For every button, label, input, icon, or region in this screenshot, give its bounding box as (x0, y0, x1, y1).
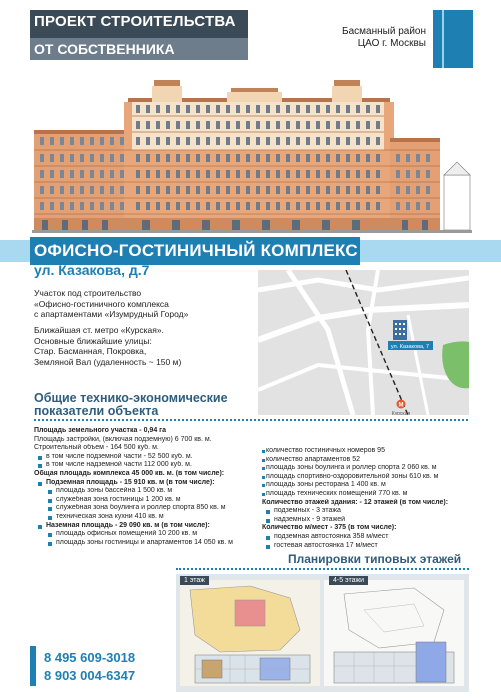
tep-heading-line1: Общие технико-экономические (34, 391, 228, 405)
plans-heading: Планировки типовых этажей (288, 552, 462, 566)
tep-row: площадь зоны бассейна 1 500 кв. м (34, 487, 260, 496)
tep-row: площадь зоны ресторана 1 400 кв. м (262, 481, 472, 490)
tep-row: подземных - 3 этажа (262, 507, 472, 516)
intro-text (34, 288, 239, 320)
tep-row: Площадь застройки, (включая подземную) 6 700 кв. м. (34, 435, 212, 443)
intro-line: «Офисно-гостиничного комплекса (34, 298, 169, 309)
tep-row: техническая зона кухни 410 кв. м (34, 513, 260, 522)
metro-line: Стар. Басманная, Покровка, (34, 346, 147, 356)
intro-line: с апартаментами «Изумрудный Город» (34, 309, 189, 319)
floor-plan-2 (324, 580, 464, 686)
tep-row: в том числе надземной части 112 000 куб. м. (34, 461, 260, 470)
plans-divider (176, 568, 469, 570)
corner-accent-stripe (433, 10, 473, 68)
district-line2: ЦАО г. Москвы (357, 38, 426, 49)
tep-row: гостевая автостоянка 17 м/мест (262, 542, 472, 551)
tep-row: подземная автостоянка 358 м/мест (262, 533, 472, 542)
tep-heading-line2: показатели объекта (34, 404, 159, 418)
floor-plan-1 (180, 580, 320, 686)
tep-heading (34, 392, 264, 418)
metro-line: Основные ближайшие улицы: (34, 335, 152, 346)
tep-row: площадь спортивно-оздоровительной зоны 610 кв. м (262, 473, 472, 482)
tep-row: количество апартаментов 52 (262, 456, 472, 465)
tep-row: Строительный объем - 164 500 куб. м. (34, 444, 159, 452)
district-label (320, 26, 426, 50)
tep-row: площадь офисных помещений 10 200 кв. м (34, 530, 260, 539)
district-line1: Басманный район (342, 26, 426, 37)
tep-row: Подземная площадь - 15 910 кв. м (в том числе): (34, 479, 260, 488)
metro-icon: М (398, 402, 404, 409)
tep-row: в том числе подземной части - 52 500 куб. м. (34, 453, 260, 462)
floor1-label: 1 этаж (180, 576, 209, 585)
metro-line: Ближайшая ст. метро «Курская». (34, 325, 164, 335)
header-title-line2: ОТ СОБСТВЕННИКА (34, 41, 175, 57)
header-title-line1: ПРОЕКТ СТРОИТЕЛЬСТВА (34, 13, 236, 30)
tep-row: служебная зона боулинга и роллер спорта 850 кв. м (34, 504, 260, 513)
metro-text (34, 325, 239, 367)
project-title: ОФИСНО-ГОСТИНИЧНЫЙ КОМПЛЕКС (34, 241, 358, 260)
intro-line: Участок под строительство (34, 288, 142, 298)
tep-row: количество гостиничных номеров 95 (262, 447, 472, 456)
tep-row: площадь технических помещений 770 кв. м (262, 490, 472, 499)
tep-left-column (34, 427, 260, 547)
metro-line: Земляной Вал (удаленность ~ 150 м) (34, 356, 182, 367)
floor2-label: 4-5 этажи (329, 576, 368, 585)
map-metro-label: Курская (391, 411, 411, 415)
tep-row: Количество м/мест - 375 (в том числе): (262, 524, 397, 532)
tep-row: служебная зона гостиницы 1 200 кв. м (34, 496, 260, 505)
building-facade-illustration (32, 70, 472, 235)
phone-number-1[interactable]: 8 495 609-3018 (44, 650, 136, 665)
tep-row: Общая площадь комплекса 45 000 кв. м. (в том числе): (34, 469, 225, 477)
tep-right-column (262, 447, 472, 550)
tep-row: надземных - 9 этажей (262, 516, 472, 525)
location-map (258, 270, 469, 415)
tep-row: Количество этажей здания: - 12 этажей (в том числе): (262, 498, 449, 506)
phone-accent-stripe (30, 646, 36, 686)
project-address: ул. Казакова, д.7 (34, 262, 150, 278)
tep-divider (34, 419, 468, 421)
tep-row: Площадь земельного участка - 0,94 га (34, 427, 166, 434)
tep-row: площадь зоны боулинга и роллер спорта 2 060 кв. м (262, 464, 472, 473)
phone-number-2[interactable]: 8 903 004-6347 (44, 668, 136, 683)
map-marker-label: ул. Казакова, 7 (390, 344, 430, 350)
tep-row: Наземная площадь - 29 090 кв. м (в том числе): (34, 522, 260, 531)
tep-row: площадь зоны гостиницы и апартаментов 14 050 кв. м (34, 539, 260, 548)
